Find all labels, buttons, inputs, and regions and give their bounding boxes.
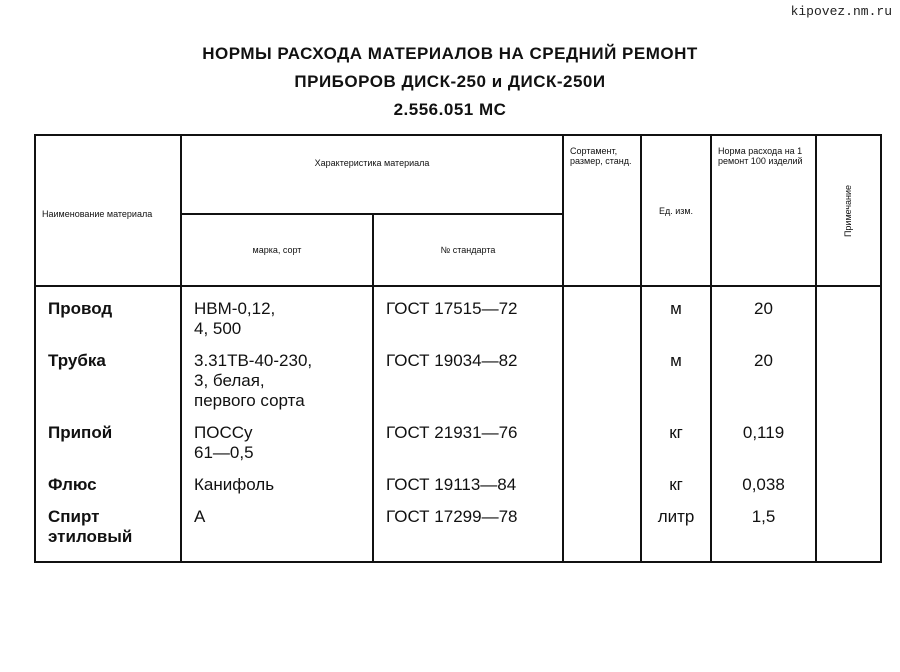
page-title: НОРМЫ РАСХОДА МАТЕРИАЛОВ НА СРЕДНИЙ РЕМОНТ bbox=[202, 44, 698, 63]
material-unit: м bbox=[641, 339, 711, 411]
material-norm: 20 bbox=[711, 286, 816, 339]
material-name: Спирт этиловый bbox=[35, 495, 181, 562]
material-grade: Канифоль bbox=[181, 463, 373, 495]
material-note bbox=[816, 411, 881, 463]
document-code: 2.556.051 МС bbox=[393, 100, 507, 119]
header-standard: № стандарта bbox=[373, 214, 563, 286]
material-name: Трубка bbox=[35, 339, 181, 411]
material-standard: ГОСТ 17299—78 bbox=[373, 495, 563, 562]
material-standard: ГОСТ 21931—76 bbox=[373, 411, 563, 463]
table-row bbox=[35, 495, 881, 562]
header-grade: марка, сорт bbox=[181, 214, 373, 286]
material-note bbox=[816, 495, 881, 562]
header-note bbox=[816, 135, 881, 286]
page-subtitle: ПРИБОРОВ ДИСК-250 и ДИСК-250И bbox=[294, 72, 606, 91]
header-norm: Норма расхода на 1 ремонт 100 изделий bbox=[711, 135, 816, 286]
material-norm: 0,119 bbox=[711, 411, 816, 463]
material-note bbox=[816, 339, 881, 411]
material-standard: ГОСТ 17515—72 bbox=[373, 286, 563, 339]
table-row bbox=[35, 463, 881, 495]
material-standard: ГОСТ 19034—82 bbox=[373, 339, 563, 411]
material-unit: литр bbox=[641, 495, 711, 562]
header-characteristic: Характеристика материала bbox=[181, 135, 563, 214]
material-name: Флюс bbox=[35, 463, 181, 495]
material-note bbox=[816, 286, 881, 339]
materials-table bbox=[34, 134, 882, 563]
material-grade: 3.31ТВ-40-230, 3, белая, первого сорта bbox=[181, 339, 373, 411]
material-grade: ПОССу 61—0,5 bbox=[181, 411, 373, 463]
material-norm: 0,038 bbox=[711, 463, 816, 495]
material-assortment bbox=[563, 339, 641, 411]
material-norm: 20 bbox=[711, 339, 816, 411]
material-assortment bbox=[563, 411, 641, 463]
header-name: Наименование материала bbox=[35, 135, 181, 286]
header-assortment: Сортамент, размер, станд. bbox=[563, 135, 641, 286]
material-grade: НВМ-0,12, 4, 500 bbox=[181, 286, 373, 339]
site-watermark: kipovez.nm.ru bbox=[790, 4, 892, 19]
table-row bbox=[35, 339, 881, 411]
material-norm: 1,5 bbox=[711, 495, 816, 562]
header-note-label: Примечание bbox=[843, 184, 854, 237]
material-unit: кг bbox=[641, 463, 711, 495]
table-body bbox=[35, 286, 881, 562]
material-unit: м bbox=[641, 286, 711, 339]
material-assortment bbox=[563, 286, 641, 339]
material-standard: ГОСТ 19113—84 bbox=[373, 463, 563, 495]
material-unit: кг bbox=[641, 411, 711, 463]
material-note bbox=[816, 463, 881, 495]
material-assortment bbox=[563, 495, 641, 562]
material-name: Припой bbox=[35, 411, 181, 463]
material-assortment bbox=[563, 463, 641, 495]
header-unit: Ед. изм. bbox=[641, 135, 711, 286]
table-row bbox=[35, 411, 881, 463]
table-row bbox=[35, 286, 881, 339]
material-grade: А bbox=[181, 495, 373, 562]
material-name: Провод bbox=[35, 286, 181, 339]
